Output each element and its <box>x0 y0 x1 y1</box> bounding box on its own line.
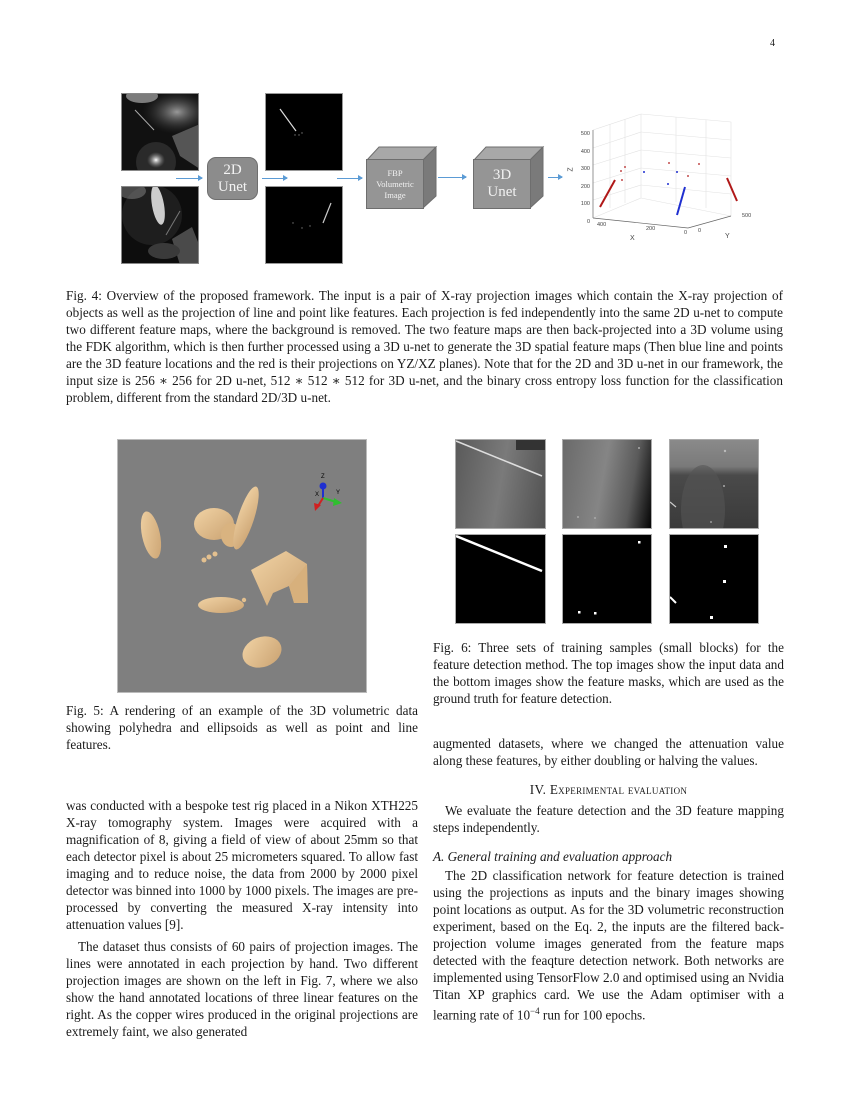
figure-6-caption <box>433 639 784 707</box>
left-column-body <box>66 797 418 1040</box>
input-projection-image-1 <box>121 93 199 171</box>
z-tick: 200 <box>580 183 590 190</box>
axis-label-x: X <box>315 492 320 498</box>
arrow-to-3d-unet <box>438 177 466 178</box>
fbp-label-line3: Image <box>384 189 406 200</box>
z-axis-label: Z <box>567 167 575 172</box>
y-tick: 0 <box>698 228 702 234</box>
training-text-end: run for 100 epochs. <box>539 1007 646 1023</box>
x-tick: 0 <box>684 230 688 236</box>
z-tick: 300 <box>580 166 590 173</box>
sample-mask-3 <box>669 534 759 624</box>
paragraph-experimental-setup: was conducted with a bespoke test rig placed in a Nikon XTH225 X-ray tomography system. Images were acquired with a magnification of 8, giving a field of view of about 25mm so that each detector pixel is about 25 micrometers squared. To allow fast imaging and to reduce noise, the data from 2000 by 2000 pixel detector was binned into 1000 by 1000 pixels. The images are pre-processed by converting the measured X-ray intensity into attenuation values [9]. <box>66 798 418 932</box>
input-projection-image-2 <box>121 186 199 264</box>
sample-input-1 <box>455 439 546 529</box>
x-tick: 400 <box>597 222 607 228</box>
section-heading <box>433 781 784 798</box>
fbp-volumetric-image-cube <box>366 146 438 210</box>
y-axis-label: Y <box>725 233 730 240</box>
x-tick: 200 <box>646 226 656 232</box>
sample-mask-2 <box>562 534 652 624</box>
fbp-label-line2: Volumetric <box>376 178 414 189</box>
paragraph-training <box>433 867 784 1023</box>
section-title: Experimental evaluation <box>549 782 688 797</box>
2d-unet-label-line1: 2D <box>223 161 242 178</box>
z-tick: 0 <box>586 218 590 225</box>
subsection-heading: A. General training and evaluation approach <box>433 849 673 864</box>
axis-label-y: Y <box>336 490 341 496</box>
right-column-body <box>433 735 784 1023</box>
figure-4-caption <box>66 287 783 406</box>
z-tick: 400 <box>580 148 590 155</box>
z-tick: 500 <box>580 131 590 137</box>
paragraph-dataset: The dataset thus consists of 60 pairs of projection images. The lines were annotated in each projection by hand. Two different projection images are shown on the left in Fig. 7, where we also show the hand annotated locations of three linear features on the right. As the copper wires produced in the original projections are extremely faint, we also generated <box>66 939 418 1039</box>
arrow-to-2d-unet <box>176 178 202 179</box>
feature-map-image-2 <box>265 186 343 264</box>
sample-input-3 <box>669 439 759 529</box>
3d-unet-cube <box>473 146 545 210</box>
arrow-to-fbp <box>337 178 362 179</box>
page-number: 4 <box>770 38 775 49</box>
3d-feature-plot <box>560 110 750 250</box>
sample-input-2 <box>562 439 652 529</box>
figure-4-caption-text: Fig. 4: Overview of the proposed framework. The input is a pair of X-ray projection images which contain the X-ray projection of objects as well as the projection of line and point like features. Each projection is fed independently into the same 2D u-net to compute two different feature maps, where the background is removed. The two feature maps are then back-projected into a 3D volume using the FDK algorithm, which is then further processed using a 3D u-net to generate the 3D spatial feature maps (Then blue line and points are the 3D feature locations and the red is their projections on YZ/XZ planes). Note that for the 2D and 3D u-net in our framework, the input size is 256 ∗ 256 for 2D u-net, 512 ∗ 512 ∗ 512 for 3D u-net, and the binary cross entropy loss function for the classification problem, different from the standard 2D/3D u-net. <box>66 288 783 405</box>
x-axis-label: X <box>630 235 635 242</box>
3d-unet-label-line2: Unet <box>487 184 517 200</box>
fbp-label-line1: FBP <box>387 167 403 178</box>
figure-6-training-samples <box>455 439 760 624</box>
feature-map-image-1 <box>265 93 343 171</box>
3d-unet-label-line1: 3D <box>492 167 512 183</box>
axis-label-z: Z <box>321 474 325 480</box>
figure-5-caption <box>66 702 418 753</box>
section-number: IV. <box>529 782 547 797</box>
paragraph-evaluation-intro: We evaluate the feature detection and the 3D feature mapping steps independently. <box>433 803 784 835</box>
figure-4 <box>0 0 850 280</box>
figure-5-rendering <box>117 439 367 693</box>
paragraph-augmented-datasets: augmented datasets, where we changed the attenuation value along these features, by either doubling or halving the values. <box>433 736 784 768</box>
arrow-from-2d-unet <box>262 178 287 179</box>
y-tick: 500 <box>742 213 752 219</box>
learning-rate-exponent: −4 <box>530 1006 540 1016</box>
training-text: The 2D classification network for feature detection is trained using the projections as inputs and the binary images showing point locations as output. As for the 3D volumetric reconstruction experiment, based on the Eq. 2, the inputs are the filtered back-projection volume images generated from the feature maps detected with the feaqture detection network. Both networks are implemented using TensorFlow 2.0 and optimised using an Nvidia Titan XP graphics card. We use the Adam optimiser with a learning rate of 10 <box>433 868 784 1023</box>
2d-unet-label-line2: Unet <box>217 178 248 195</box>
figure-6-caption-text: Fig. 6: Three sets of training samples (small blocks) for the feature detection method. The top images show the input data and the bottom images show the feature masks, which are used as the ground truth for feature detection. <box>433 640 784 706</box>
figure-5-caption-text: Fig. 5: A rendering of an example of the 3D volumetric data showing polyhedra and ellipsoids as well as point and line features. <box>66 703 418 752</box>
sample-mask-1 <box>455 534 546 624</box>
2d-unet-block <box>207 157 258 200</box>
z-tick: 100 <box>580 201 590 208</box>
